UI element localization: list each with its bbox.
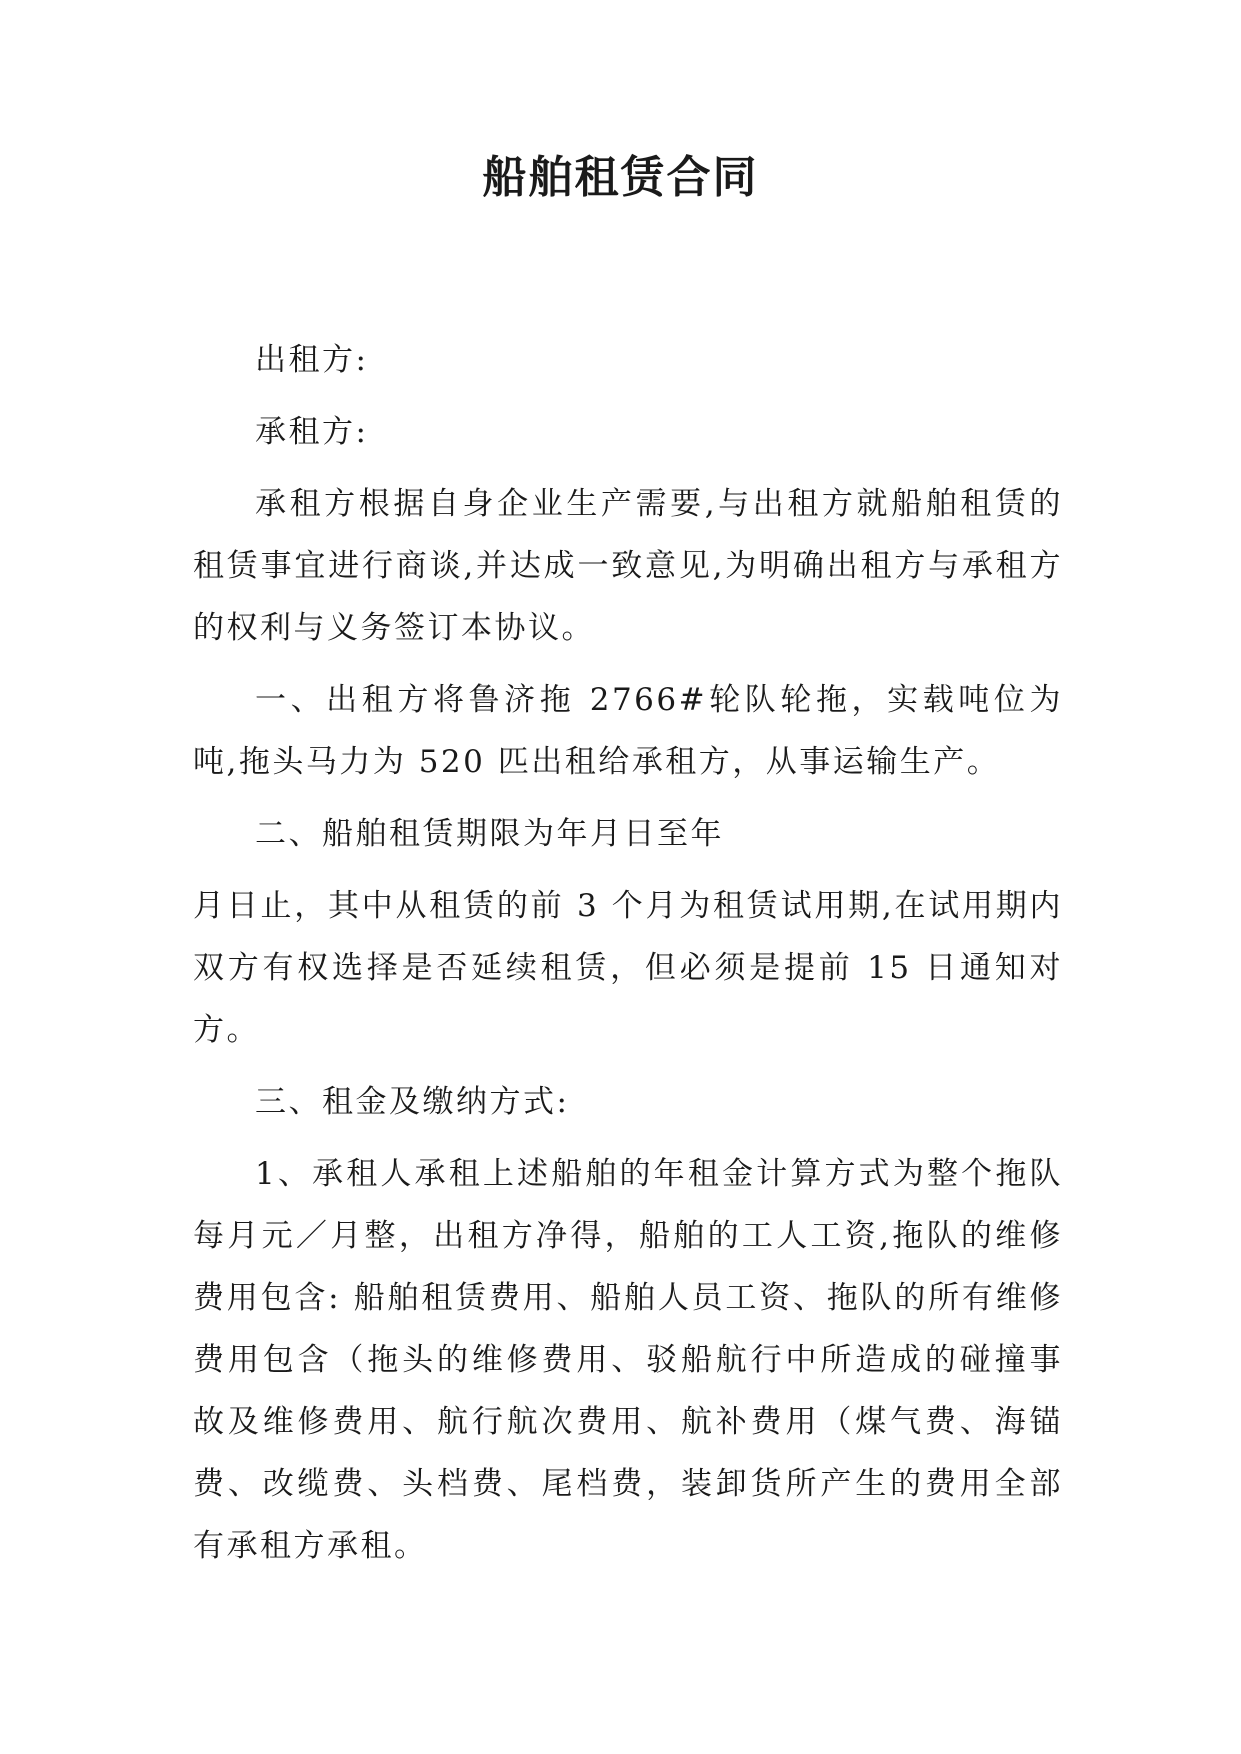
- clause-3-item-1: 1、承租人承租上述船舶的年租金计算方式为整个拖队每月元／月整，出租方净得，船舶的工人工资,拖队的维修费用包含: 船舶租赁费用、船舶人员工资、拖队的所有维修费用包含（拖头的维修费用、驳船航行中所造成的碰撞事故及维修费用、航行航次费用、航补费用（煤气费、海锚费、改缆费、头档费、尾档费，装卸货所产生的费用全部有承租方承租。: [193, 1156, 1063, 1564]
- document-body: [193, 329, 1063, 1587]
- lessee-line: 承租方:: [255, 414, 369, 450]
- document-title: 船舶租赁合同: [482, 152, 759, 203]
- clause-3-heading: 三、租金及缴纳方式:: [255, 1084, 570, 1120]
- clause-2-continuation: 月日止，其中从租赁的前 3 个月为租赁试用期,在试用期内双方有权选择是否延续租赁，但必须是提前 15 日通知对方。: [193, 888, 1063, 1048]
- clause-2-paragraph: 二、船舶租赁期限为年月日至年: [255, 816, 724, 852]
- clause-1-paragraph: 一、出租方将鲁济拖 2766#轮队轮拖，实载吨位为吨,拖头马力为 520 匹出租给承租方，从事运输生产。: [193, 682, 1063, 780]
- lessor-line: 出租方:: [255, 342, 369, 378]
- preamble-paragraph: 承租方根据自身企业生产需要,与出租方就船舶租赁的租赁事宜进行商谈,并达成一致意见,为明确出租方与承租方的权利与义务签订本协议。: [193, 486, 1063, 646]
